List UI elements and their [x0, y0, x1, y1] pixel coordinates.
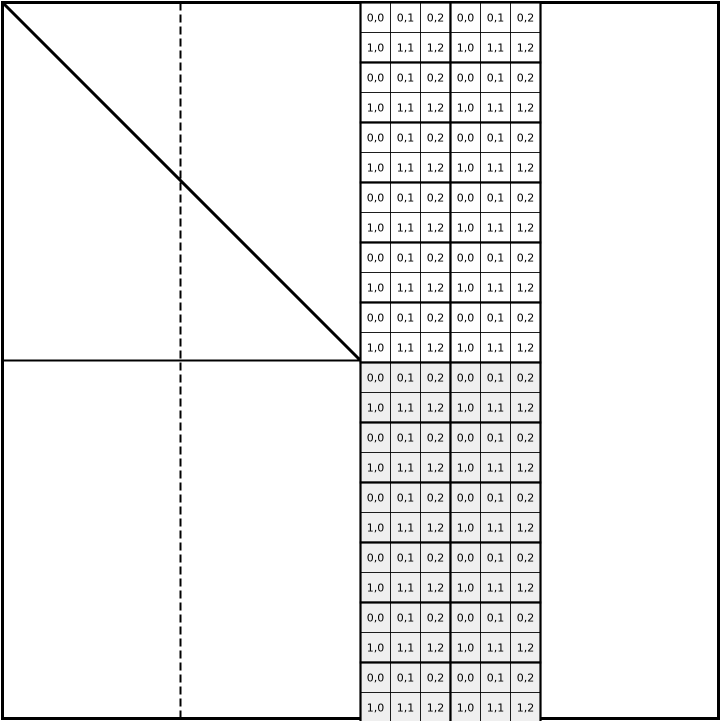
- index-cell-label: 1,2: [516, 221, 535, 235]
- index-cell-label: 1,2: [516, 281, 535, 295]
- index-cell-label: 0,1: [396, 251, 415, 265]
- index-block: [361, 183, 451, 243]
- index-block: [451, 543, 541, 603]
- index-block: [451, 243, 541, 303]
- index-cell-label: 0,2: [426, 431, 445, 445]
- index-cell-label: 0,0: [456, 11, 475, 25]
- index-cell-label: 0,2: [516, 311, 535, 325]
- index-cell-label: 0,1: [396, 611, 415, 625]
- index-block: [361, 543, 451, 603]
- index-cell-label: 0,0: [456, 671, 475, 685]
- index-cell-label: 0,1: [486, 491, 505, 505]
- index-block: [451, 303, 541, 363]
- index-cell-label: 0,2: [426, 671, 445, 685]
- index-cell-label: 1,2: [426, 341, 445, 355]
- index-cell-label: 1,1: [486, 461, 505, 475]
- index-cell-label: 0,2: [426, 191, 445, 205]
- index-cell-label: 0,0: [366, 311, 385, 325]
- index-cell-label: 1,0: [366, 281, 385, 295]
- index-cell-label: 1,0: [366, 41, 385, 55]
- index-cell-label: 1,0: [366, 461, 385, 475]
- index-block: [451, 3, 541, 63]
- index-cell-label: 1,1: [396, 41, 415, 55]
- index-cell-label: 1,2: [426, 701, 445, 715]
- index-cell-label: 1,1: [486, 101, 505, 115]
- index-cell-label: 1,1: [486, 281, 505, 295]
- index-block: [451, 183, 541, 243]
- index-cell-label: 1,2: [516, 581, 535, 595]
- index-cell-label: 1,0: [366, 641, 385, 655]
- index-cell-label: 1,0: [456, 461, 475, 475]
- index-cell-label: 0,2: [516, 251, 535, 265]
- index-cell-label: 0,1: [396, 191, 415, 205]
- index-cell-label: 0,2: [426, 491, 445, 505]
- index-cell-label: 0,0: [366, 251, 385, 265]
- index-cell-label: 1,1: [486, 221, 505, 235]
- index-cell-label: 0,0: [456, 371, 475, 385]
- index-cell-label: 0,2: [426, 371, 445, 385]
- index-block: [451, 603, 541, 663]
- index-cell-label: 0,2: [426, 551, 445, 565]
- index-cell-label: 1,0: [366, 521, 385, 535]
- index-cell-label: 1,2: [516, 41, 535, 55]
- index-block: [361, 663, 451, 721]
- index-block: [451, 423, 541, 483]
- index-block: [451, 663, 541, 721]
- index-cell-label: 0,0: [366, 551, 385, 565]
- index-cell-label: 0,2: [426, 611, 445, 625]
- index-cell-label: 1,1: [396, 461, 415, 475]
- index-cell-label: 0,2: [516, 551, 535, 565]
- index-cell-label: 1,2: [516, 341, 535, 355]
- index-cell-label: 0,2: [516, 431, 535, 445]
- index-cell-label: 1,2: [426, 461, 445, 475]
- index-cell-label: 0,1: [486, 11, 505, 25]
- index-cell-label: 1,1: [486, 41, 505, 55]
- index-block: [361, 63, 451, 123]
- index-block-grid: [361, 3, 541, 721]
- index-cell-label: 0,1: [486, 311, 505, 325]
- index-cell-label: 0,1: [396, 551, 415, 565]
- index-cell-label: 0,0: [366, 371, 385, 385]
- index-cell-label: 1,0: [456, 701, 475, 715]
- index-block: [361, 363, 451, 423]
- index-cell-label: 1,2: [516, 101, 535, 115]
- index-block: [451, 123, 541, 183]
- index-cell-label: 0,2: [516, 371, 535, 385]
- index-cell-label: 0,0: [366, 431, 385, 445]
- index-cell-label: 0,0: [456, 431, 475, 445]
- index-cell-label: 0,1: [396, 131, 415, 145]
- index-cell-label: 1,0: [366, 701, 385, 715]
- index-cell-label: 1,2: [516, 401, 535, 415]
- index-block: [361, 423, 451, 483]
- index-cell-label: 1,2: [426, 581, 445, 595]
- index-cell-label: 0,0: [366, 191, 385, 205]
- index-cell-label: 0,0: [456, 311, 475, 325]
- index-cell-label: 0,2: [516, 491, 535, 505]
- index-cell-label: 0,1: [486, 251, 505, 265]
- index-cell-label: 0,2: [426, 11, 445, 25]
- index-cell-label: 0,1: [396, 371, 415, 385]
- index-cell-label: 0,0: [456, 551, 475, 565]
- index-cell-label: 1,1: [396, 521, 415, 535]
- index-cell-label: 0,2: [516, 611, 535, 625]
- index-cell-label: 0,0: [456, 491, 475, 505]
- index-cell-label: 1,2: [426, 641, 445, 655]
- index-cell-label: 0,0: [366, 611, 385, 625]
- index-cell-label: 1,0: [456, 521, 475, 535]
- index-cell-label: 0,0: [456, 191, 475, 205]
- index-cell-label: 0,1: [486, 71, 505, 85]
- index-cell-label: 0,1: [396, 491, 415, 505]
- index-cell-label: 1,1: [486, 641, 505, 655]
- index-cell-label: 1,2: [516, 701, 535, 715]
- index-cell-label: 0,1: [396, 671, 415, 685]
- index-cell-label: 1,1: [396, 101, 415, 115]
- index-cell-label: 0,2: [426, 311, 445, 325]
- index-cell-label: 0,0: [456, 131, 475, 145]
- index-block: [451, 483, 541, 543]
- index-cell-label: 1,1: [486, 401, 505, 415]
- index-cell-label: 1,1: [396, 281, 415, 295]
- index-cell-label: 1,1: [396, 341, 415, 355]
- index-cell-label: 0,1: [486, 371, 505, 385]
- index-cell-label: 1,1: [486, 161, 505, 175]
- index-block: [361, 3, 451, 63]
- index-cell-label: 1,2: [516, 161, 535, 175]
- index-cell-label: 0,0: [456, 611, 475, 625]
- index-cell-label: 0,1: [486, 191, 505, 205]
- index-cell-label: 0,0: [366, 671, 385, 685]
- index-block: [361, 483, 451, 543]
- index-cell-label: 1,0: [456, 401, 475, 415]
- index-cell-label: 0,0: [456, 71, 475, 85]
- index-cell-label: 1,0: [366, 401, 385, 415]
- index-cell-label: 0,2: [516, 71, 535, 85]
- index-cell-label: 1,0: [366, 101, 385, 115]
- index-cell-label: 1,0: [456, 581, 475, 595]
- index-cell-label: 1,1: [396, 221, 415, 235]
- index-cell-label: 1,2: [426, 41, 445, 55]
- index-cell-label: 1,2: [426, 281, 445, 295]
- index-cell-label: 1,0: [456, 41, 475, 55]
- index-cell-label: 1,2: [426, 221, 445, 235]
- index-cell-label: 0,1: [486, 431, 505, 445]
- index-block: [361, 303, 451, 363]
- index-cell-label: 1,0: [456, 161, 475, 175]
- index-cell-label: 0,1: [486, 611, 505, 625]
- index-cell-label: 1,2: [516, 641, 535, 655]
- index-cell-label: 1,2: [516, 521, 535, 535]
- index-cell-label: 0,2: [426, 251, 445, 265]
- index-cell-label: 0,2: [426, 71, 445, 85]
- index-block: [451, 63, 541, 123]
- index-cell-label: 1,0: [456, 221, 475, 235]
- index-cell-label: 1,2: [426, 101, 445, 115]
- index-block: [361, 243, 451, 303]
- index-cell-label: 1,1: [396, 701, 415, 715]
- index-block: [361, 603, 451, 663]
- index-cell-label: 0,0: [366, 11, 385, 25]
- index-block: [451, 363, 541, 423]
- index-block: [361, 123, 451, 183]
- index-cell-label: 0,2: [516, 11, 535, 25]
- index-cell-label: 1,0: [456, 341, 475, 355]
- index-cell-label: 0,2: [516, 131, 535, 145]
- index-cell-label: 1,2: [516, 461, 535, 475]
- index-cell-label: 0,1: [396, 431, 415, 445]
- index-cell-label: 1,1: [486, 341, 505, 355]
- index-cell-label: 1,1: [486, 521, 505, 535]
- index-cell-label: 1,2: [426, 521, 445, 535]
- index-cell-label: 1,0: [366, 161, 385, 175]
- index-cell-label: 1,0: [366, 341, 385, 355]
- index-cell-label: 1,0: [366, 581, 385, 595]
- index-cell-label: 0,1: [486, 131, 505, 145]
- index-cell-label: 0,0: [456, 251, 475, 265]
- index-cell-label: 0,1: [396, 311, 415, 325]
- index-cell-label: 1,0: [456, 281, 475, 295]
- index-cell-label: 0,2: [426, 131, 445, 145]
- index-cell-label: 1,0: [366, 221, 385, 235]
- index-cell-label: 0,0: [366, 491, 385, 505]
- index-cell-label: 0,1: [486, 551, 505, 565]
- index-cell-label: 0,1: [396, 11, 415, 25]
- index-cell-label: 1,2: [426, 161, 445, 175]
- index-cell-label: 1,0: [456, 641, 475, 655]
- index-cell-label: 1,1: [486, 701, 505, 715]
- index-cell-label: 1,1: [396, 581, 415, 595]
- index-cell-label: 0,2: [516, 671, 535, 685]
- index-cell-label: 1,0: [456, 101, 475, 115]
- index-cell-label: 1,2: [426, 401, 445, 415]
- index-cell-label: 0,0: [366, 131, 385, 145]
- index-cell-label: 1,1: [486, 581, 505, 595]
- index-cell-label: 0,2: [516, 191, 535, 205]
- index-cell-label: 1,1: [396, 161, 415, 175]
- index-cell-label: 1,1: [396, 641, 415, 655]
- index-cell-label: 0,1: [396, 71, 415, 85]
- index-cell-label: 1,1: [396, 401, 415, 415]
- index-cell-label: 0,0: [366, 71, 385, 85]
- index-cell-label: 0,1: [486, 671, 505, 685]
